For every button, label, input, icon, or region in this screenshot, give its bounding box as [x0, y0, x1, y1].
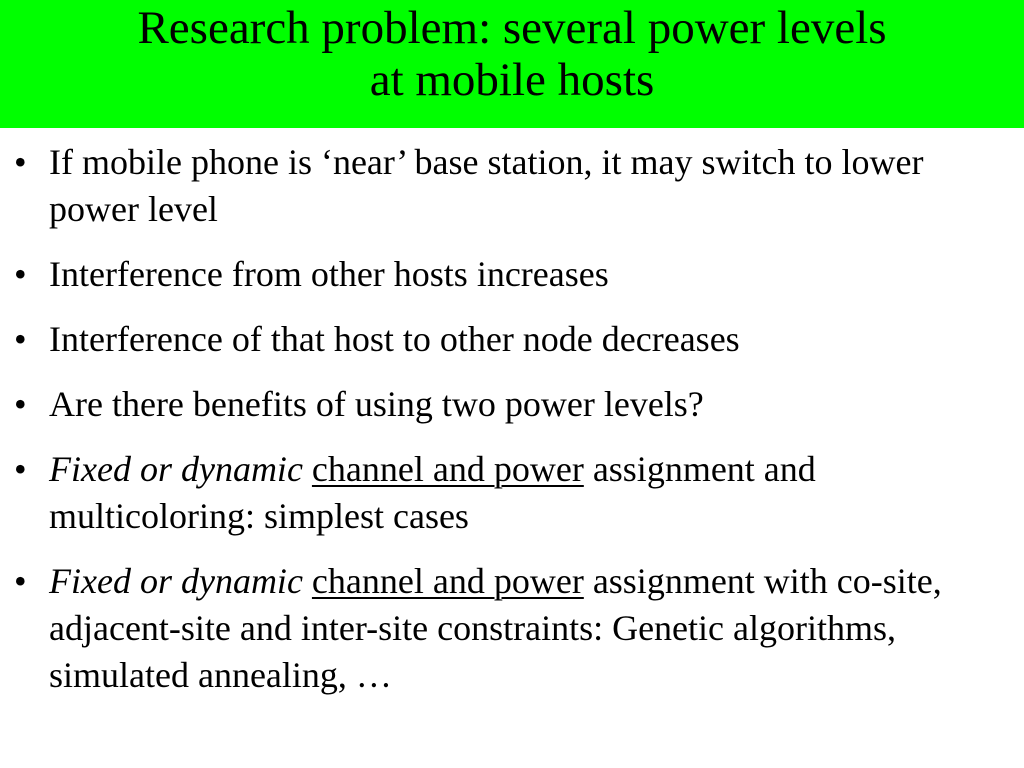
bullet-text: Interference of that host to other node decreases — [49, 319, 740, 359]
bullet-marker: • — [14, 142, 27, 182]
slide-title — [0, 0, 1024, 106]
bullet-text: If mobile phone is ‘near’ base station, it may switch to lower power level — [49, 142, 924, 229]
bullet-text: Interference from other hosts increases — [49, 254, 609, 294]
bullet-marker: • — [14, 319, 27, 359]
bullet-marker: • — [14, 254, 27, 294]
bullet-marker: • — [14, 384, 27, 424]
bullet-item — [0, 251, 1024, 298]
slide-title-line-2: at mobile hosts — [369, 54, 655, 106]
bullet-underlined-text: channel and power — [311, 561, 584, 601]
bullet-marker: • — [14, 449, 27, 489]
bullet-text: assignment with co-site, adjacent-site and inter-site constraints: Genetic algorithms, simulated annealing, … — [49, 561, 942, 695]
slide-title-line-1: Research problem: several power levels — [137, 2, 887, 54]
bullet-item — [0, 446, 1024, 540]
bullet-italic-text: Fixed or dynamic — [49, 449, 303, 489]
bullet-item — [0, 139, 1024, 233]
bullet-italic-text: Fixed or dynamic — [49, 561, 303, 601]
bullet-marker: • — [14, 561, 27, 601]
bullet-item — [0, 381, 1024, 428]
bullet-list — [0, 139, 1024, 717]
bullet-text: assignment and multicoloring: simplest cases — [49, 449, 816, 536]
bullet-underlined-text: channel and power — [311, 449, 584, 489]
bullet-item — [0, 558, 1024, 699]
title-bar — [0, 0, 1024, 128]
bullet-item — [0, 316, 1024, 363]
bullet-text: Are there benefits of using two power levels? — [49, 384, 704, 424]
